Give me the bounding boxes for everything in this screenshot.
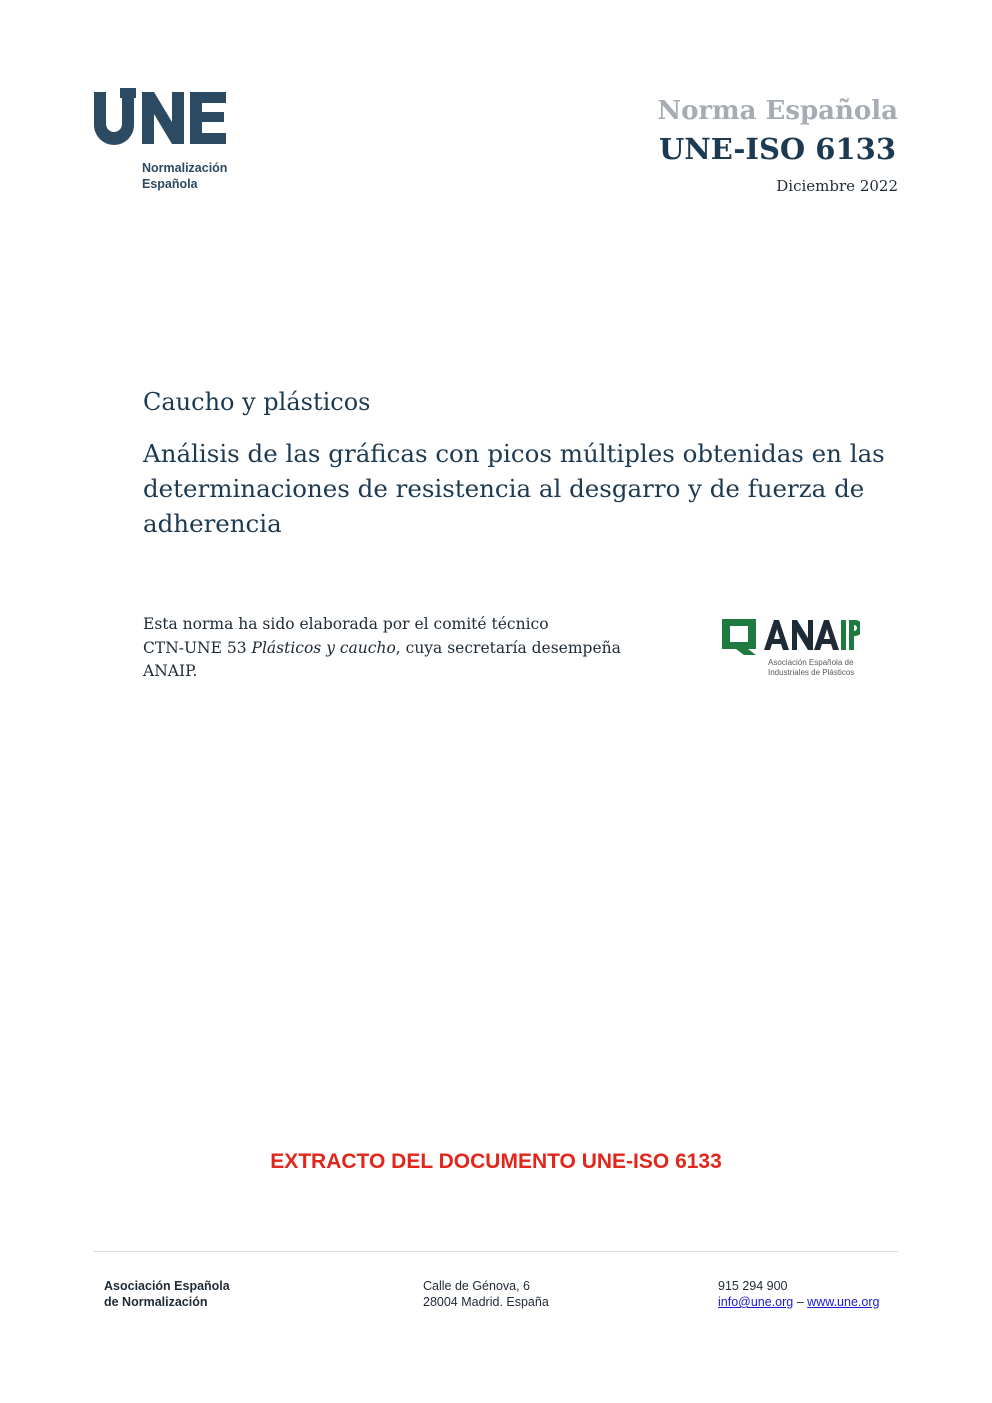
standard-code: UNE-ISO 6133 [658,132,896,166]
footer-organization [104,1278,230,1310]
committee-line-1: Esta norma ha sido elaborada por el comité técnico [143,615,549,633]
email-link[interactable]: info@une.org [718,1295,794,1309]
anaip-logo-mark [720,616,860,656]
footer-contact [718,1278,879,1310]
footer-address [423,1278,549,1310]
extract-notice: EXTRACTO DEL DOCUMENTO UNE-ISO 6133 [270,1150,722,1173]
anaip-logo-subtitle-2: Industriales de Plásticos [768,668,855,677]
anaip-logo [720,616,870,686]
document-kind: Norma Española [657,96,898,126]
committee-line-2 [143,637,683,661]
website-link[interactable]: www.une.org [807,1295,880,1309]
footer-link-separator: – [796,1295,804,1309]
committee-code: CTN-UNE 53 [143,638,247,657]
anaip-logo-subtitle-1: Asociación Española de [768,658,854,667]
committee-after-name: , cuya secretaría desempeña [395,638,621,657]
committee-statement [143,613,683,684]
une-logo-subtitle-2: Española [142,177,198,191]
une-logo-subtitle-1: Normalización [142,161,228,175]
footer-address-line-2: 28004 Madrid. España [423,1295,549,1309]
publication-date: Diciembre 2022 [776,177,898,195]
footer-org-line-1: Asociación Española [104,1279,230,1293]
une-logo-mark [92,88,232,148]
une-logo [92,88,242,198]
main-title: Caucho y plásticos [143,388,371,416]
committee-secretariat: ANAIP. [143,662,198,680]
footer-links [718,1294,879,1310]
footer-divider [93,1251,898,1252]
committee-name: Plásticos y caucho [251,638,396,657]
footer-org-line-2: de Normalización [104,1295,208,1309]
footer-address-line-1: Calle de Génova, 6 [423,1279,531,1293]
footer-phone: 915 294 900 [718,1279,788,1293]
sub-title: Análisis de las gráficas con picos múltiples obtenidas en las determinaciones de resistencia al desgarro y de fuerza de adherencia [143,439,885,538]
